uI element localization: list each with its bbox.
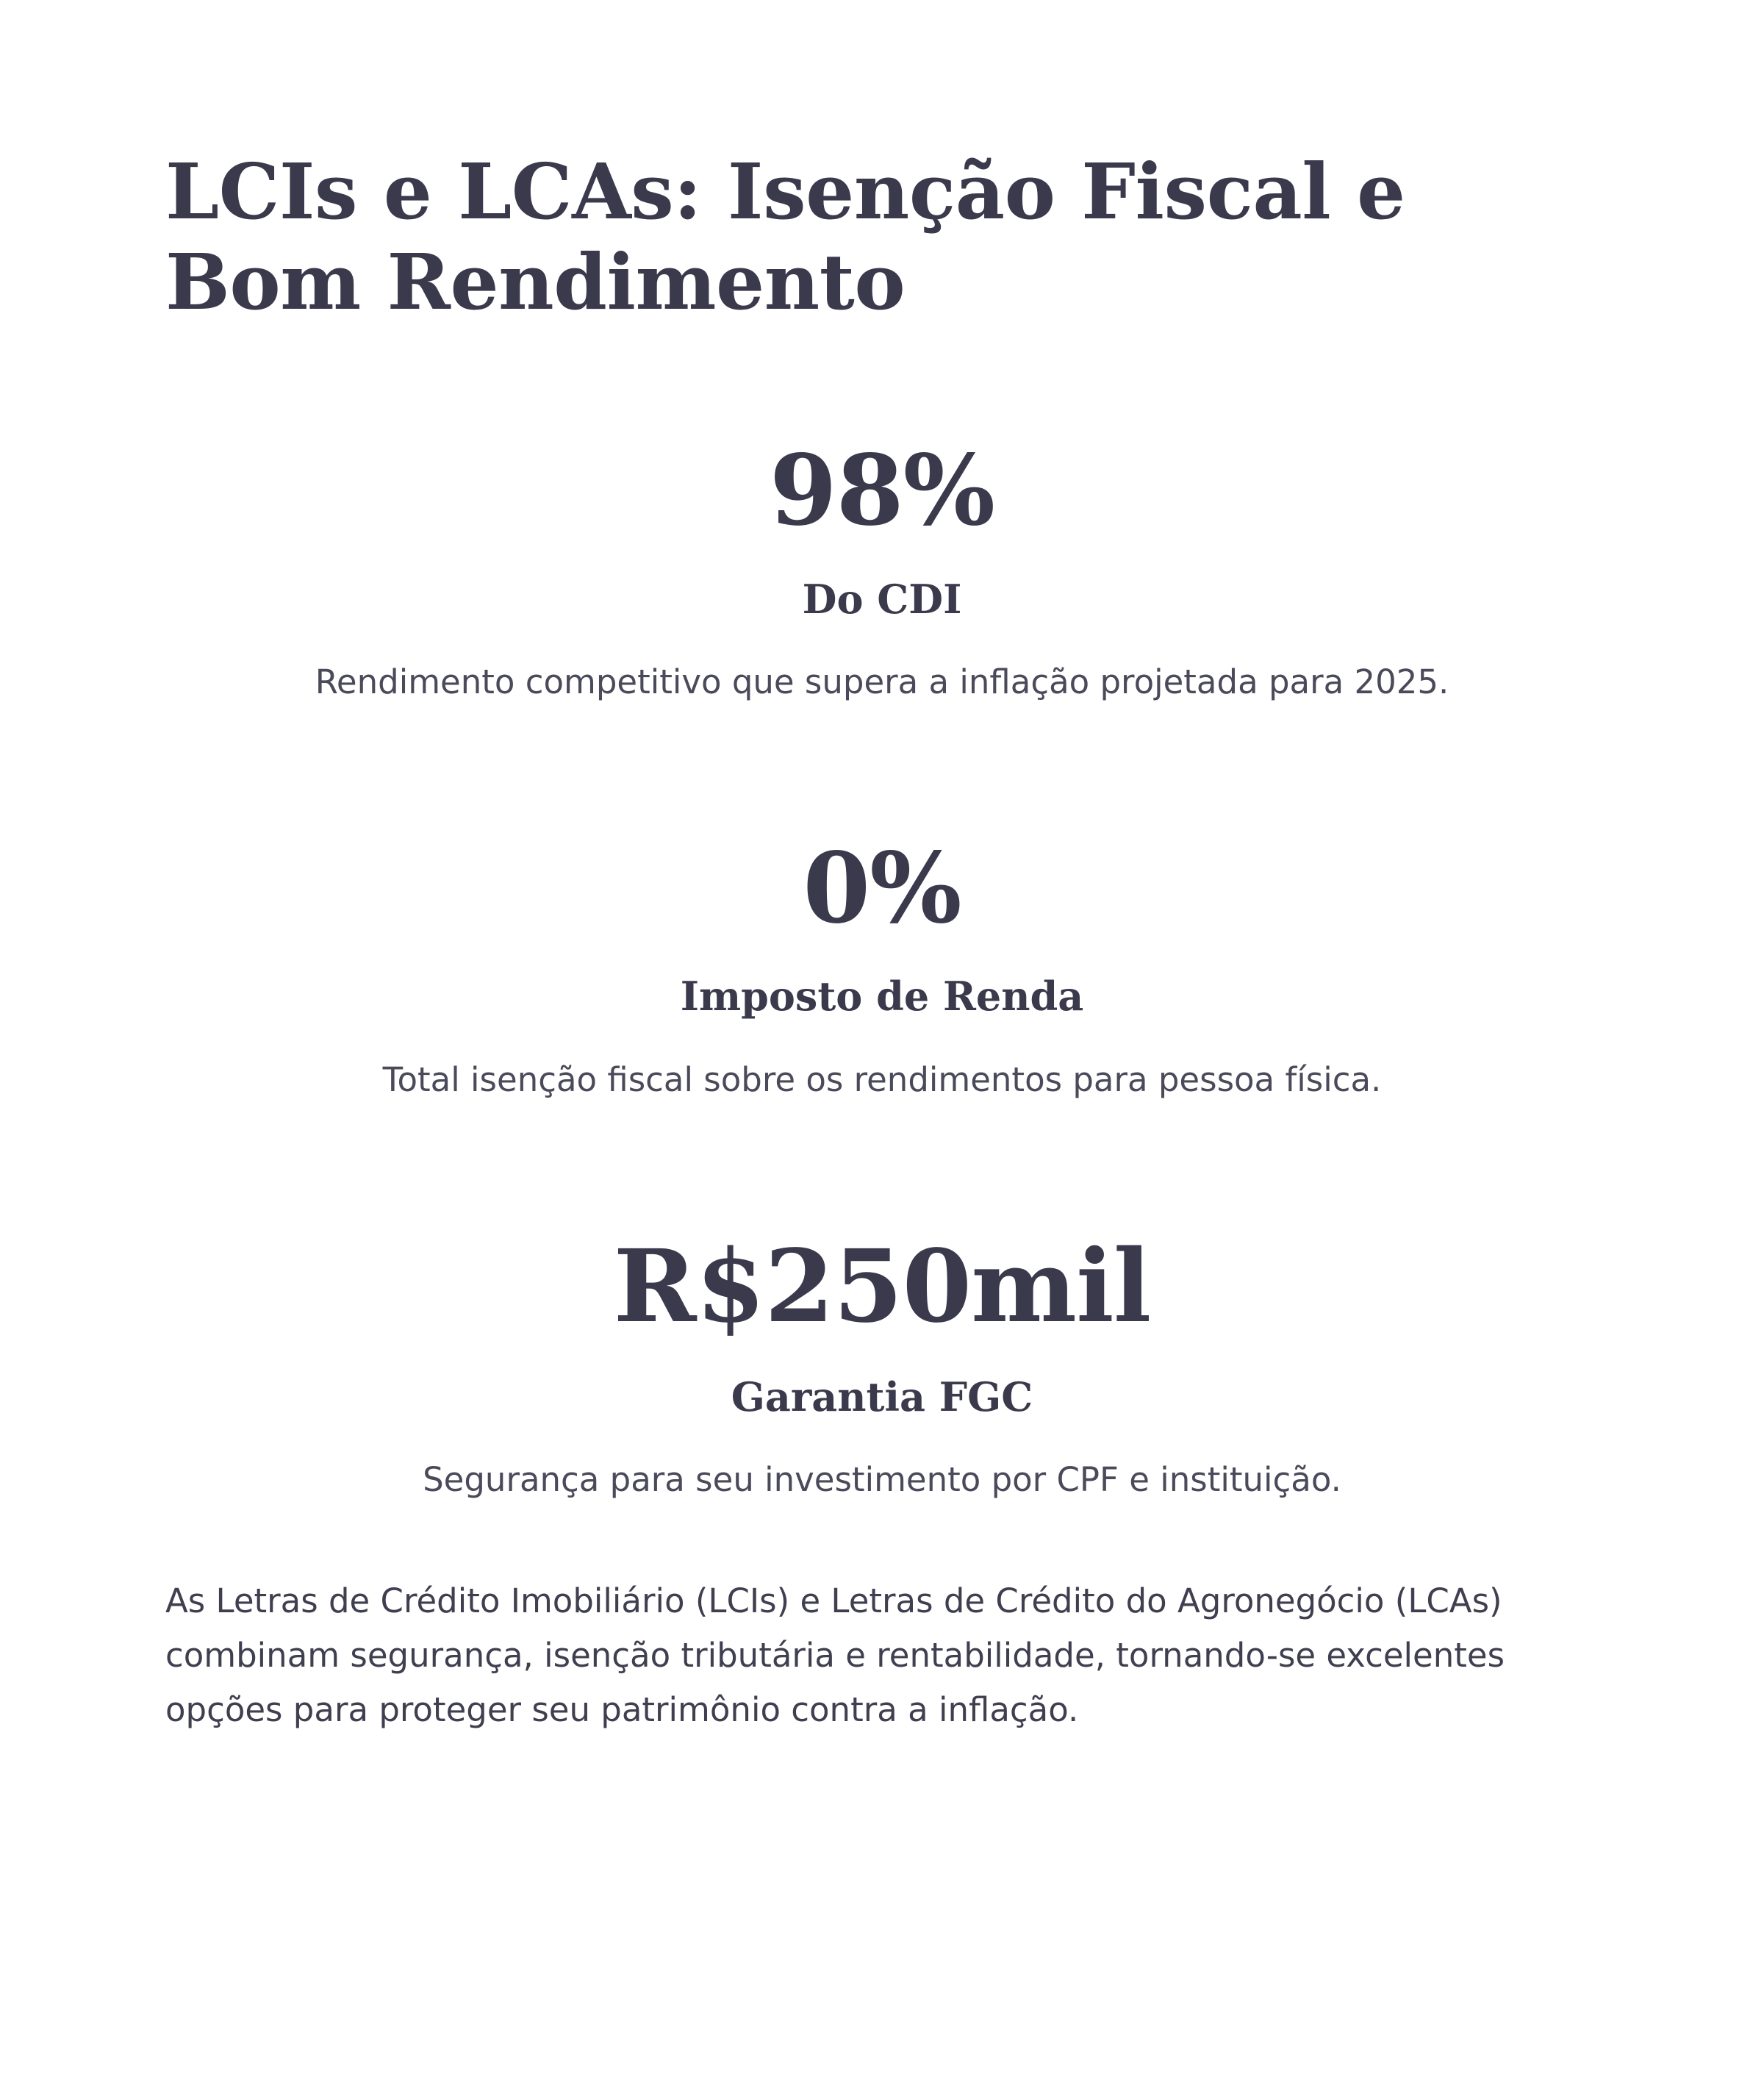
stat-description: Total isenção fiscal sobre os rendimentos para pessoa física. <box>382 1059 1382 1099</box>
page-title: LCIs e LCAs: Isenção Fiscal e Bom Rendimento <box>165 146 1405 327</box>
stat-description: Segurança para seu investimento por CPF e instituição. <box>423 1460 1341 1500</box>
stat-label: Imposto de Renda <box>680 972 1084 1020</box>
stat-value: R$250mil <box>613 1227 1151 1345</box>
stat-block-garantia-fgc <box>165 1227 1599 1504</box>
stat-description: Rendimento competitivo que supera a inflação projetada para 2025. <box>315 662 1449 702</box>
stats-section <box>165 434 1599 1503</box>
stat-value: 0% <box>803 831 961 945</box>
stat-block-imposto-de-renda <box>165 831 1599 1104</box>
stat-value: 98% <box>769 434 995 548</box>
stat-label: Garantia FGC <box>731 1373 1033 1420</box>
stat-label: Do CDI <box>802 575 962 623</box>
stat-block-cdi <box>165 434 1599 706</box>
article-paragraph: As Letras de Crédito Imobiliário (LCIs) e Letras de Crédito do Agronegócio (LCAs) combinam segurança, isenção tributária e rentabilidade, tornando-se excelentes opções para proteger seu patrimônio contra a inflação. <box>165 1581 1505 1730</box>
